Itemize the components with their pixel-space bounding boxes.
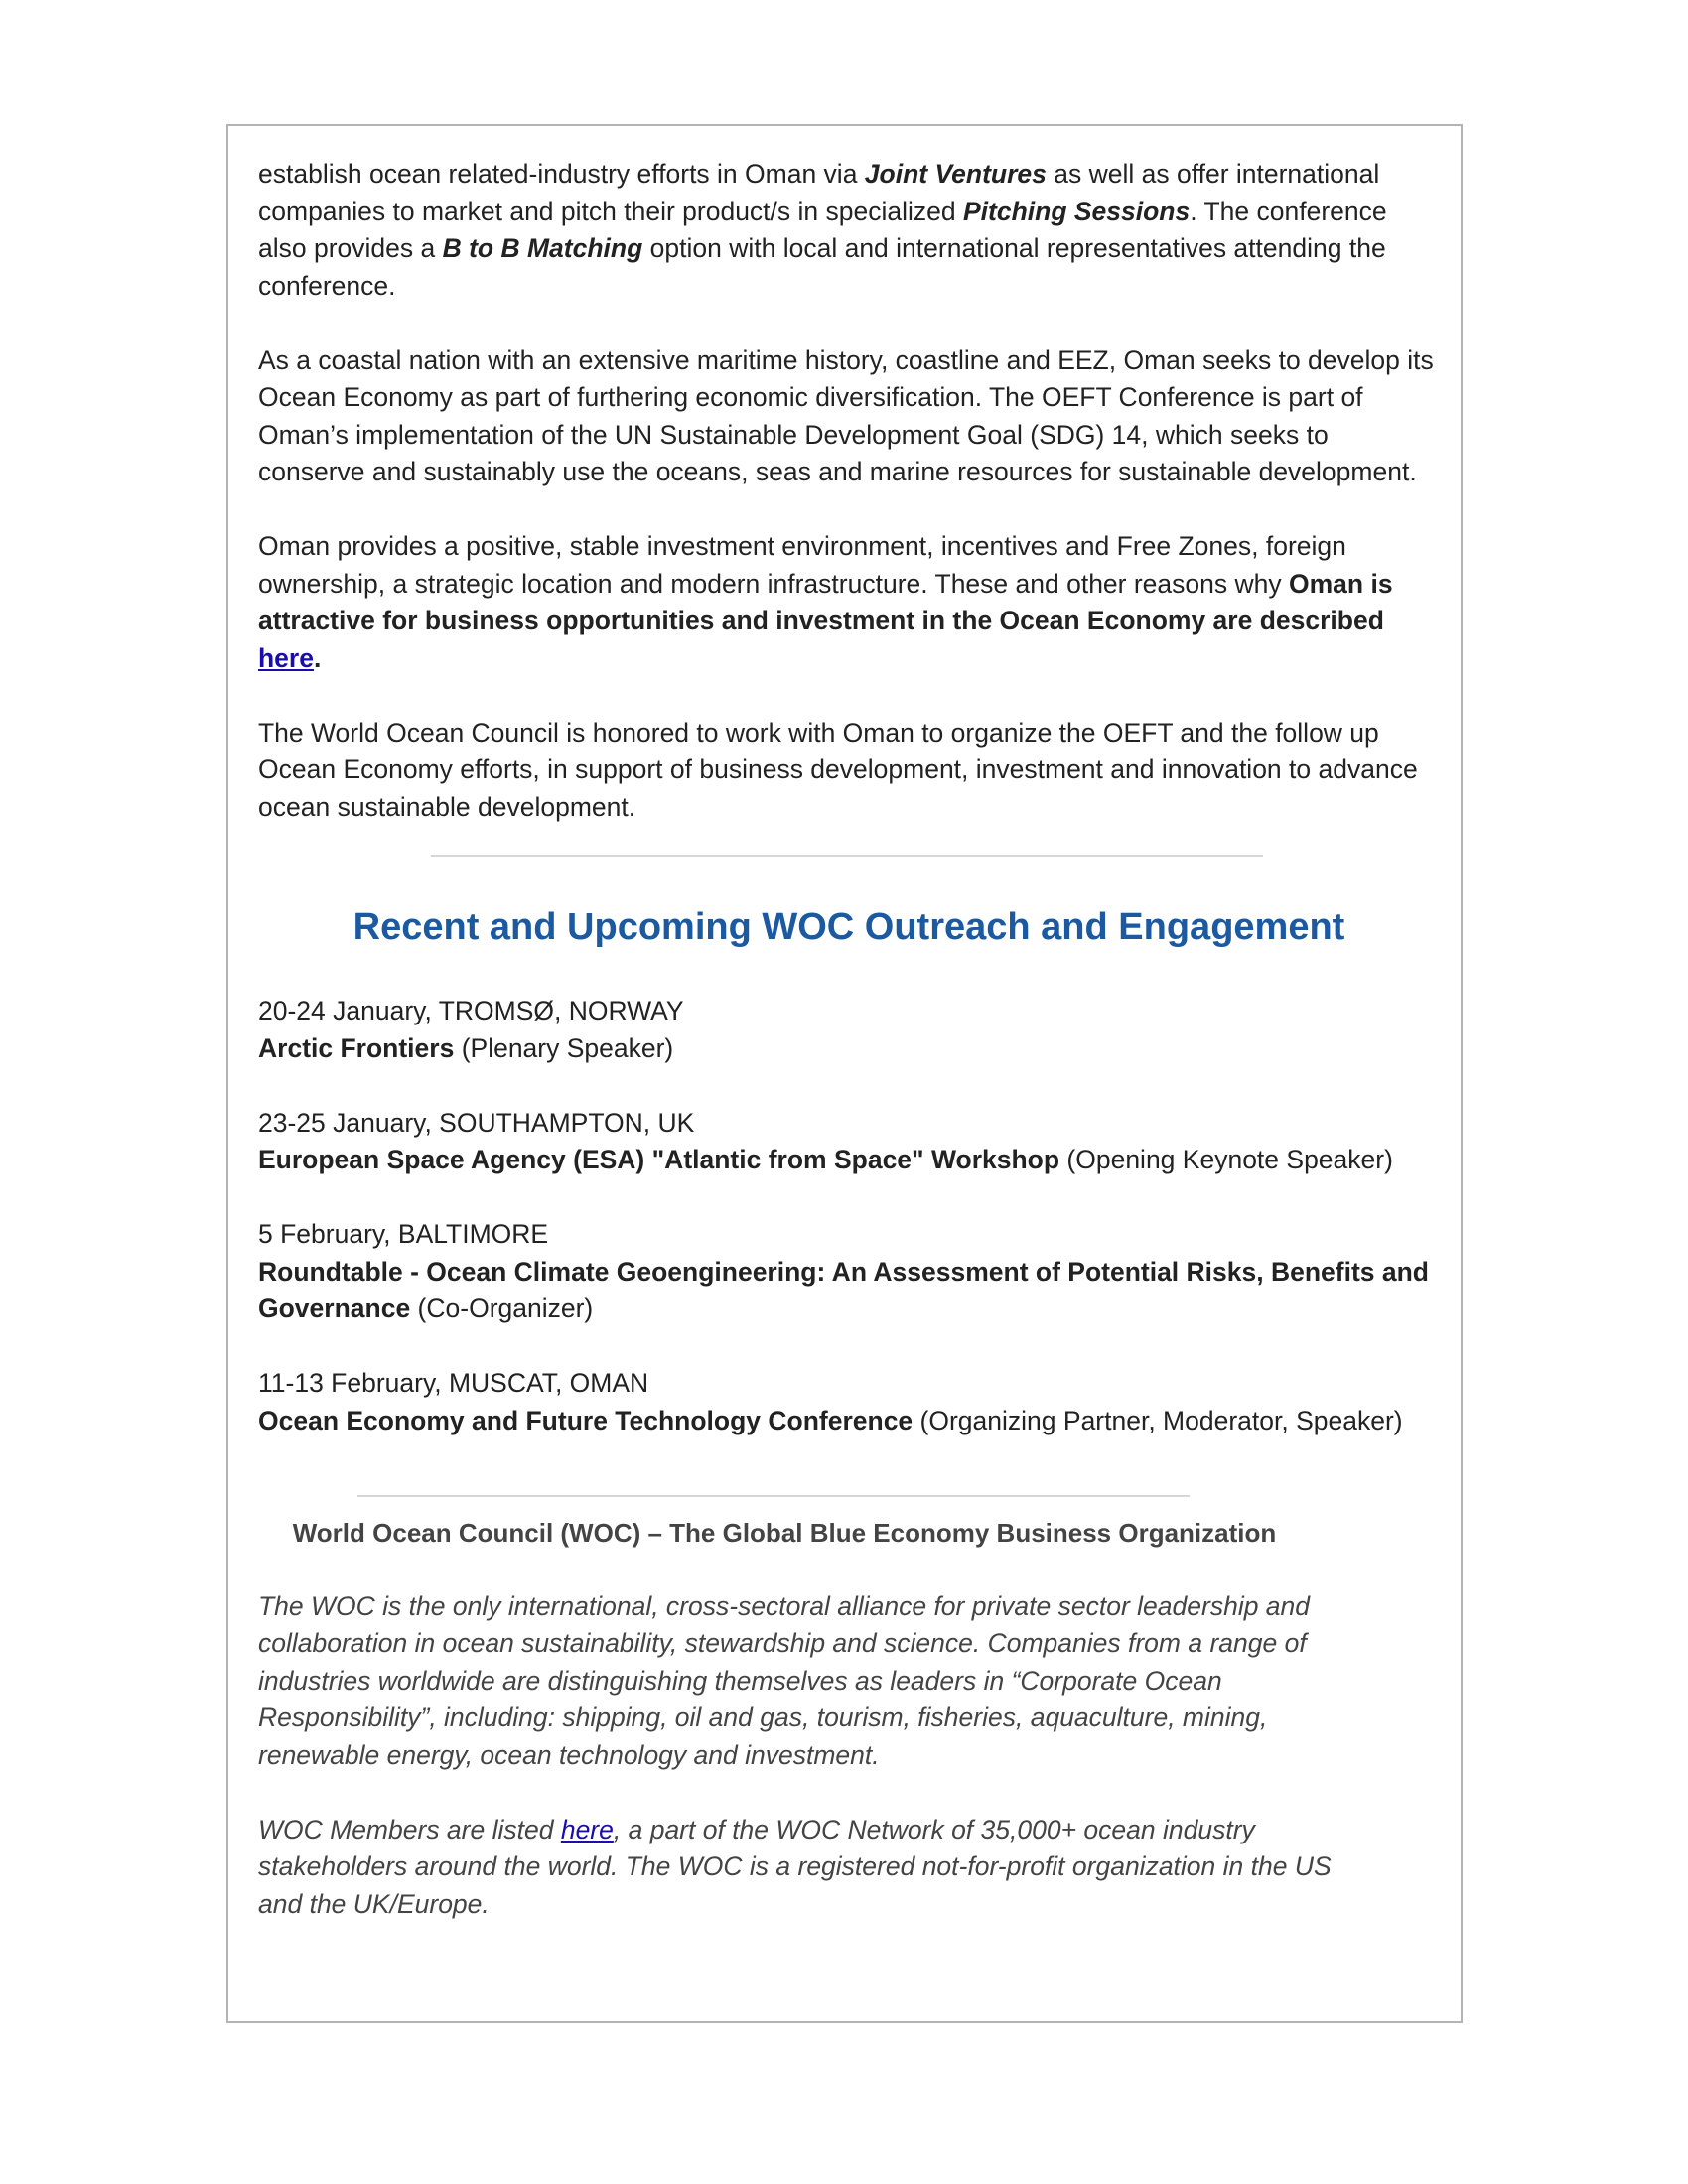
event-title-line [258, 1030, 1440, 1068]
event-item [258, 1216, 1440, 1328]
joint-ventures-emphasis: Joint Ventures [864, 159, 1047, 189]
footer-title: World Ocean Council (WOC) – The Global Blue Economy Business Organization [292, 1518, 1277, 1548]
event-title: Roundtable - Ocean Climate Geoengineering: An Assessment of Potential Risks, Benefits and Governance [258, 1256, 1429, 1323]
newsletter-frame [226, 124, 1463, 2023]
event-item [258, 1365, 1440, 1439]
investment-emphasis: Oman is attractive for business opportunities and investment in the Ocean Economy are described [258, 568, 1393, 635]
b-to-b-matching-emphasis: B to B Matching [442, 233, 643, 263]
event-role: (Opening Keynote Speaker) [1059, 1145, 1393, 1174]
event-title: Ocean Economy and Future Technology Conference [258, 1405, 914, 1435]
footer-divider [357, 1495, 1190, 1497]
event-role: (Organizing Partner, Moderator, Speaker) [913, 1405, 1403, 1435]
intro-text: establish ocean related-industry efforts in Oman via [258, 159, 865, 189]
event-date-location: 20-24 January, TROMSØ, NORWAY [258, 996, 684, 1025]
intro-paragraph-joint-ventures [258, 156, 1440, 305]
intro-text: option with local and international representatives attending the conference. [258, 233, 1386, 301]
footer-about-paragraph: The WOC is the only international, cross-sectoral alliance for private sector leadership and collaboration in ocean sustainability, stewardship and science. Companies from a range of industries worldwide are distinguishing themselves as leaders in “Corporate Ocean Responsibility”, including: shipping, oil and gas, tourism, fisheries, aquaculture, mining, renewable energy, ocean technology and investment. [258, 1590, 1311, 1770]
outreach-heading: Recent and Upcoming WOC Outreach and Engagement [352, 906, 1345, 948]
intro-paragraph-woc-honored: The World Ocean Council is honored to work with Oman to organize the OEFT and the follow up Ocean Economy efforts, in support of business development, investment and innovation to advance ocean sustainable development. [258, 717, 1418, 822]
footer-text: , a part of the WOC Network of 35,000+ ocean industry stakeholders around the world. The WOC is a registered not-for-profit organization in the US and the UK/Europe. [258, 1814, 1332, 1919]
event-item [258, 993, 1440, 1067]
footer-members-paragraph [258, 1812, 1360, 1924]
intro-text: . The conference also provides a [258, 196, 1387, 263]
event-date-location: 5 February, BALTIMORE [258, 1219, 549, 1249]
intro-paragraph-coastal-nation: As a coastal nation with an extensive maritime history, coastline and EEZ, Oman seeks to develop its Ocean Economy as part of furthering economic diversification. The OEFT Conference is part of Oman’s implementation of the UN Sustainable Development Goal (SDG) 14, which seeks to conserve and sustainably use the oceans, seas and marine resources for sustainable development. [258, 344, 1434, 486]
event-title-line [258, 1254, 1440, 1328]
event-role: (Co-Organizer) [410, 1294, 594, 1323]
event-date-location: 23-25 January, SOUTHAMPTON, UK [258, 1107, 695, 1138]
event-title-line [258, 1403, 1440, 1440]
section-divider [431, 855, 1263, 857]
event-title: Arctic Frontiers [258, 1032, 455, 1063]
intro-paragraph-investment [258, 528, 1440, 677]
event-role: (Plenary Speaker) [454, 1032, 674, 1063]
event-title: European Space Agency (ESA) "Atlantic from Space" Workshop [258, 1145, 1060, 1174]
event-item [258, 1105, 1440, 1179]
newsletter-content [258, 156, 1440, 1923]
pitching-sessions-emphasis: Pitching Sessions [962, 196, 1191, 226]
oman-investment-here-link[interactable]: here [258, 642, 314, 673]
footer-text: WOC Members are listed [258, 1814, 561, 1844]
intro-text: as well as offer international companies to market and pitch their product/s in specialized [258, 159, 1380, 226]
footer-about [258, 1588, 1360, 1924]
intro-text: . [313, 642, 322, 673]
woc-members-here-link[interactable]: here [560, 1814, 614, 1844]
event-list [258, 993, 1440, 1439]
event-title-line [258, 1142, 1440, 1179]
event-date-location: 11-13 February, MUSCAT, OMAN [258, 1368, 649, 1398]
intro-text: Oman provides a positive, stable investment environment, incentives and Free Zones, foreign ownership, a strategic location and modern infrastructure. These and other reasons why [258, 531, 1346, 599]
